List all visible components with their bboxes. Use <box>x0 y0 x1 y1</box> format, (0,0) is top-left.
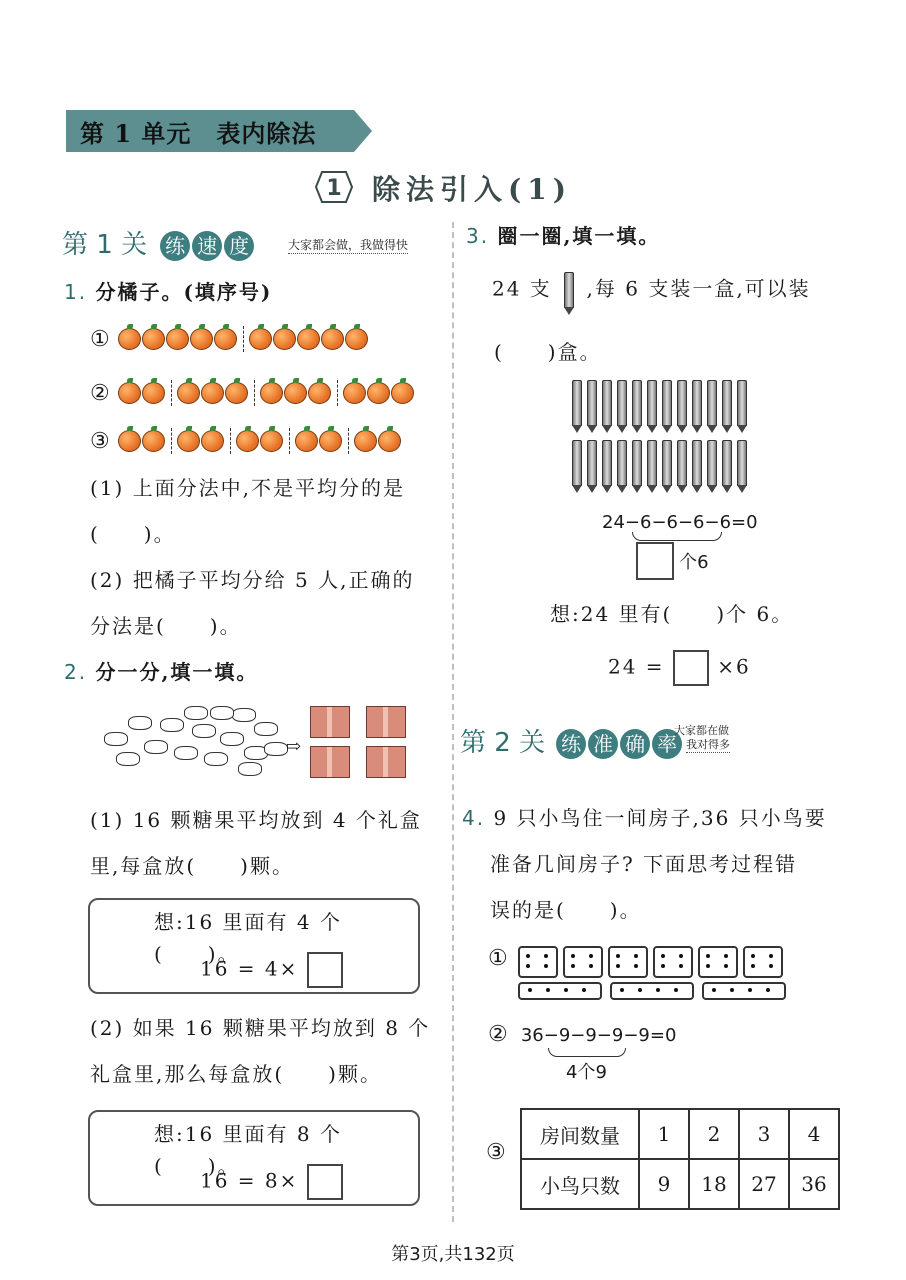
q1-option-3 <box>90 428 402 454</box>
q2-think-box-2 <box>88 1110 420 1206</box>
q1-sub1-line1: (1) 上面分法中,不是平均分的是 <box>90 476 406 500</box>
q3-eq: 24 = ×6 <box>608 650 751 686</box>
table-row: 房间数量 1 2 3 4 <box>521 1109 839 1159</box>
q4-text: 4. 9 只小鸟住一间房子,36 只小鸟要 准备几间房子? 下面思考过程错 误的是( )。 <box>462 806 827 922</box>
q2-title-line <box>64 656 258 688</box>
q3-line2: ( )盒。 <box>494 340 602 364</box>
q3-think: 想:24 里有( )个 6。 <box>550 602 794 626</box>
q2-title: 分一分,填一填。 <box>95 660 259 684</box>
arrow-icon: ⇨ <box>286 736 302 757</box>
q2-sub1 <box>90 804 422 882</box>
lesson-number-badge <box>314 170 354 204</box>
q3-line1: 24 支 ,每 6 支装一盒,可以装 <box>492 272 811 308</box>
q2-eq1: 16 = 4× <box>200 952 343 988</box>
gift-boxes-illustration <box>310 706 420 778</box>
level1-badge-char: 练 <box>160 231 190 261</box>
q2-think2-text: 想:16 里面有 8 个( )。 <box>154 1122 342 1178</box>
q3-number: 3. <box>466 224 490 248</box>
q1-option-2 <box>90 380 415 406</box>
option-label: ② <box>90 380 110 406</box>
q3-count: 个6 <box>636 542 709 580</box>
level2-badge-char: 确 <box>620 729 650 759</box>
level2-slogan-1: 大家都在做 <box>674 724 729 737</box>
answer-box[interactable] <box>673 650 709 686</box>
level1-header <box>62 224 434 261</box>
q4-option-3-label: ③ <box>486 1140 506 1165</box>
answer-box[interactable] <box>307 952 343 988</box>
level2-slogan-2: 我对得多 <box>686 738 730 751</box>
q1-title-line <box>64 276 272 308</box>
q4-count: 4个9 <box>566 1062 607 1083</box>
q2-sub2-line2: 礼盒里,那么每盒放( )颗。 <box>90 1062 382 1086</box>
q2-sub2-line1: (2) 如果 16 颗糖果平均放到 8 个 <box>90 1016 431 1040</box>
q1-sub2 <box>90 564 414 642</box>
level2-label: 第 2 关 <box>460 728 546 758</box>
q2-think1-text: 想:16 里面有 4 个( )。 <box>154 910 342 966</box>
pencil-icon <box>564 272 574 308</box>
q2-number: 2. <box>64 660 88 684</box>
q1-option-1 <box>90 326 369 352</box>
q1-title: 分橘子。(填序号) <box>95 280 273 304</box>
lesson-number: 1 <box>326 176 342 201</box>
q4-table <box>520 1108 840 1210</box>
level2-header <box>460 722 760 759</box>
level2-badge-char: 准 <box>588 729 618 759</box>
q1-sub2-line2: 分法是( )。 <box>90 614 242 638</box>
level2-badge-char: 率 <box>652 729 682 759</box>
q2-sub1-line2: 里,每盒放( )颗。 <box>90 854 294 878</box>
candies-illustration <box>104 702 284 774</box>
q3-title: 圈一圈,填一填。 <box>497 224 661 248</box>
q2-sub1-line1: (1) 16 颗糖果平均放到 4 个礼盒 <box>90 808 422 832</box>
bracket <box>548 1048 626 1057</box>
q1-number: 1. <box>64 280 88 304</box>
option-label: ③ <box>90 428 110 454</box>
bracket <box>632 532 722 541</box>
q2-sub2 <box>90 1012 430 1090</box>
q3-subtraction: 24−6−6−6−6=0 <box>602 512 758 533</box>
q1-sub1 <box>90 472 405 550</box>
answer-box[interactable] <box>307 1164 343 1200</box>
unit-title: 第 1 单元 表内除法 <box>80 119 317 148</box>
level1-label: 第 1 关 <box>62 230 148 260</box>
option-label: ① <box>90 326 110 352</box>
page-footer: 第3页,共132页 <box>391 1244 515 1265</box>
q2-eq2: 16 = 8× <box>200 1164 343 1200</box>
lesson-title: 除法引入(1) <box>372 173 572 206</box>
q1-sub2-line1: (2) 把橘子平均分给 5 人,正确的 <box>90 568 415 592</box>
level2-badge-char: 练 <box>556 729 586 759</box>
pencils-row-1 <box>572 380 752 430</box>
column-divider <box>452 222 454 1222</box>
level1-badge-char: 速 <box>192 231 222 261</box>
q2-think-box-1 <box>88 898 420 994</box>
level1-badge-char: 度 <box>224 231 254 261</box>
pencils-row-2 <box>572 440 752 490</box>
q3-title-line <box>466 220 660 252</box>
answer-box[interactable] <box>636 542 674 580</box>
q1-sub1-line2: ( )。 <box>90 522 176 546</box>
table-row: 小鸟只数 9 18 27 36 <box>521 1159 839 1209</box>
level1-slogan: 大家都会做，我做得快 <box>288 238 409 252</box>
q4-option-2: ② 36−9−9−9−9=0 <box>488 1022 677 1047</box>
q4-number: 4. <box>462 806 486 830</box>
